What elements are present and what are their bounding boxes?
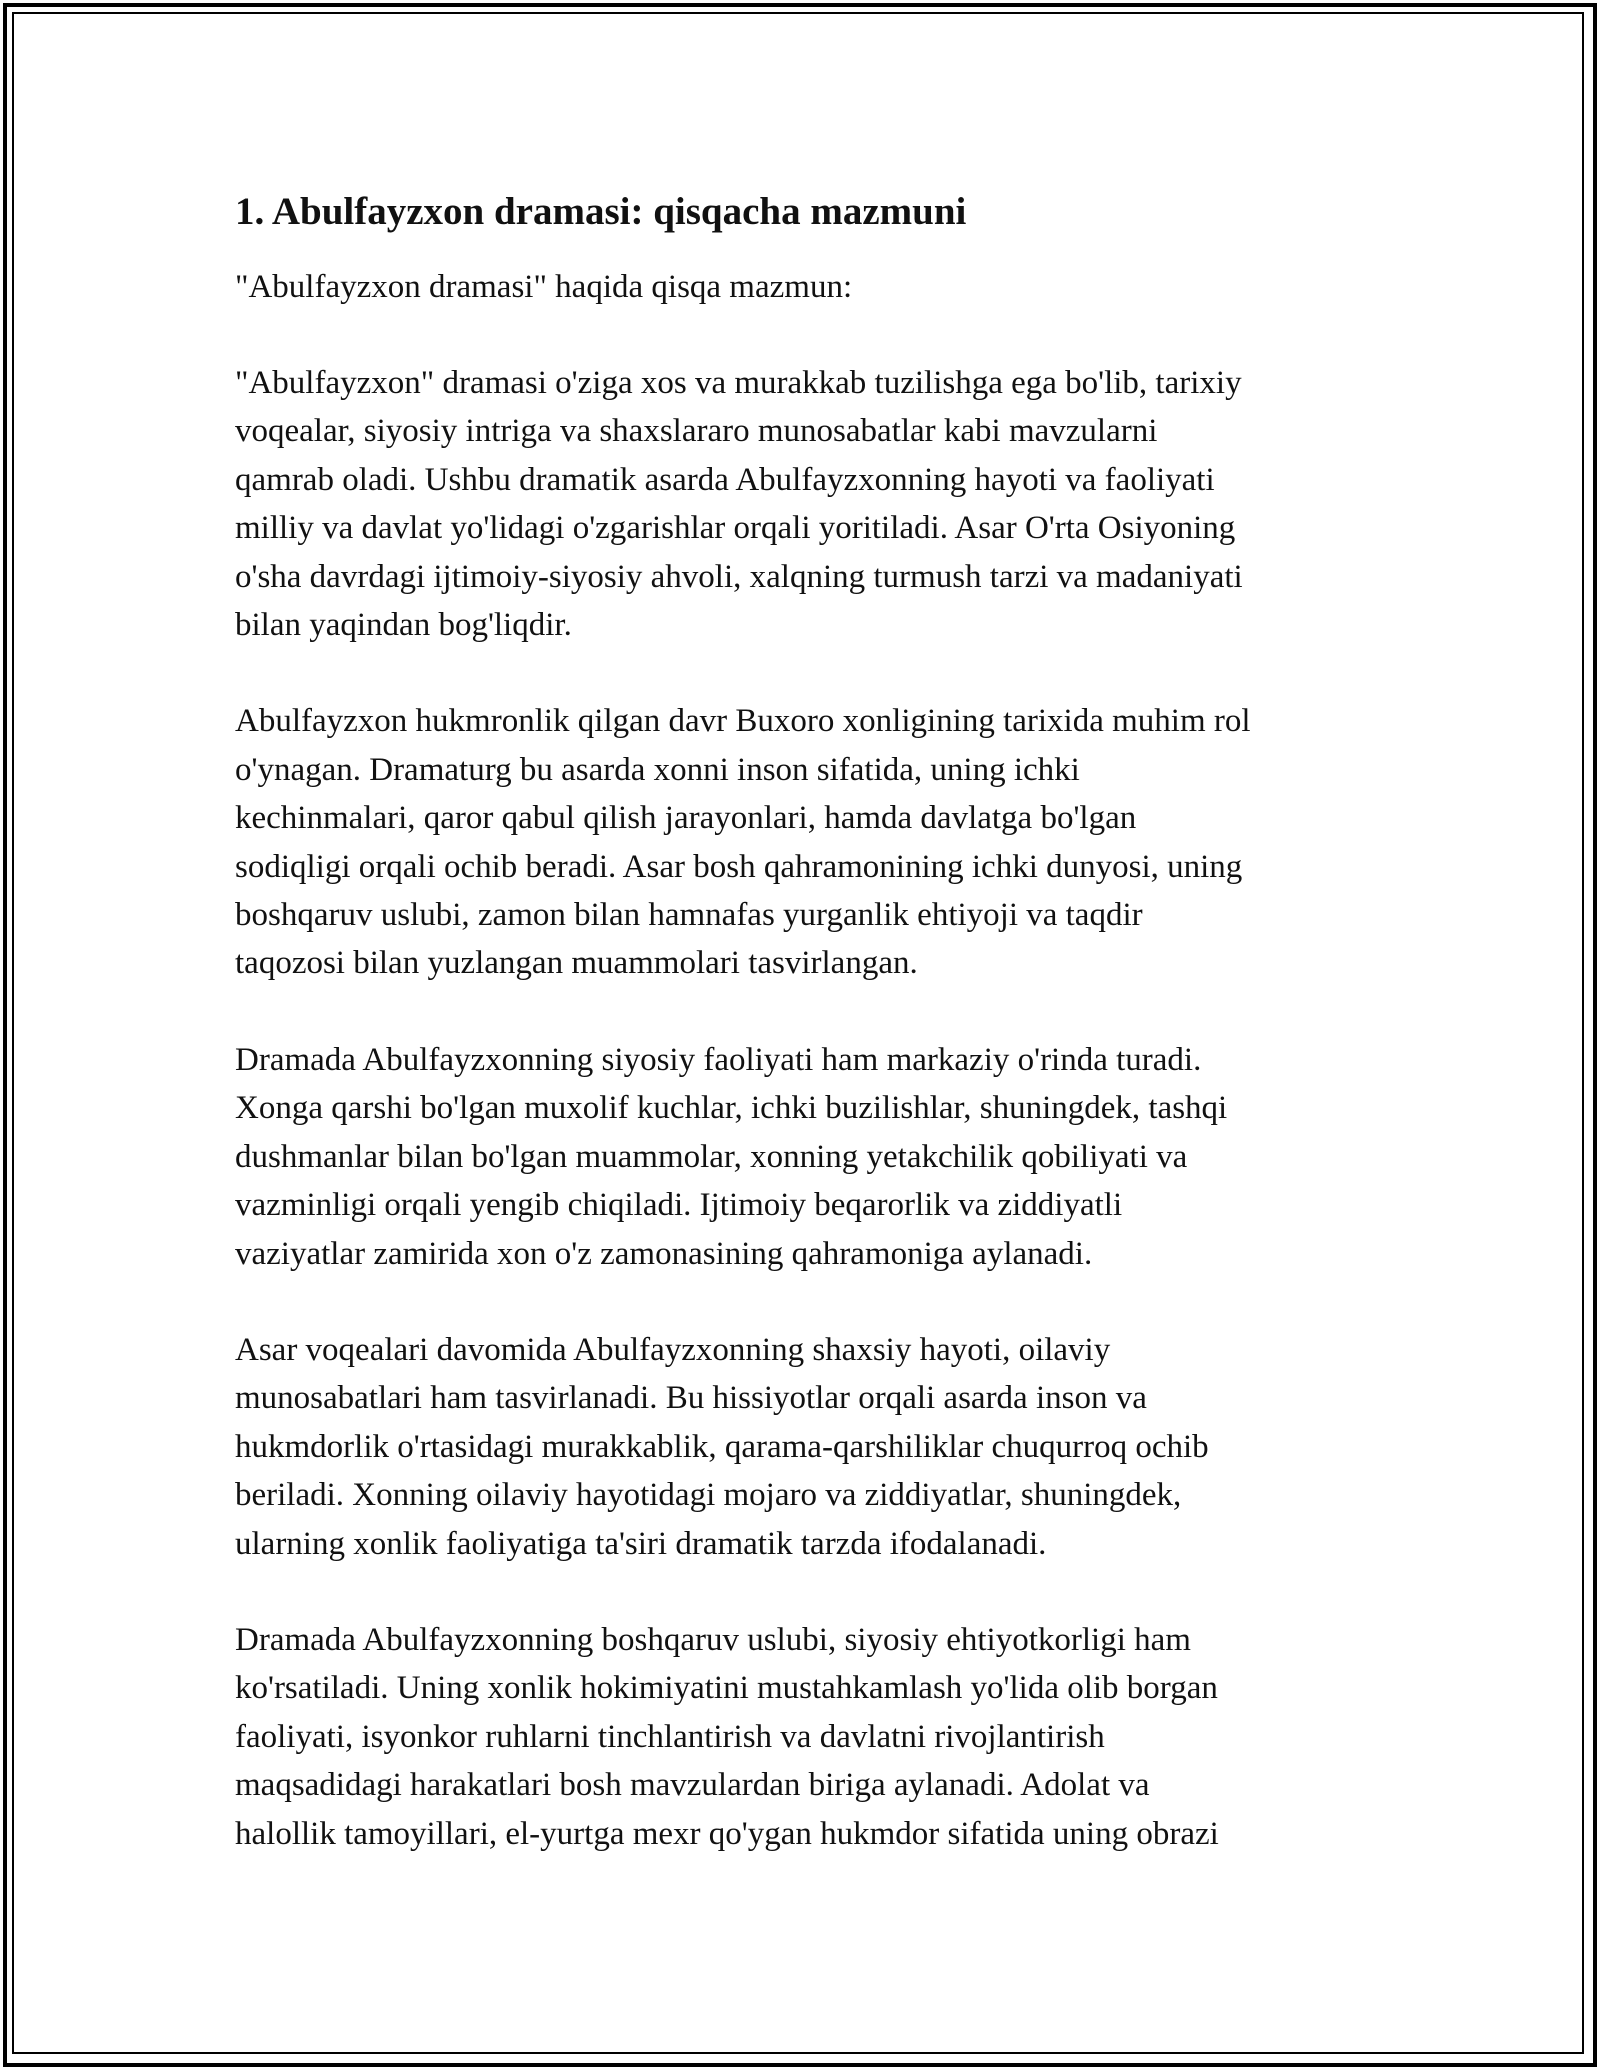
paragraph-line: sodiqligi orqali ochib beradi. Asar bosh qahramonining ichki dunyosi, uning bbox=[235, 848, 1243, 885]
paragraph-line: milliy va davlat yo'lidagi o'zgarishlar orqali yoritiladi. Asar O'rta Osiyoning bbox=[235, 510, 1236, 547]
paragraph-line: Dramada Abulfayzxonning boshqaruv uslubi, siyosiy ehtiyotkorligi ham bbox=[235, 1621, 1191, 1658]
section-heading: 1. Abulfayzxon dramasi: qisqacha mazmuni bbox=[235, 190, 967, 233]
paragraph-line: vaziyatlar zamirida xon o'z zamonasining qahramoniga aylanadi. bbox=[235, 1235, 1093, 1272]
paragraph-line: bilan yaqindan bog'liqdir. bbox=[235, 607, 572, 644]
paragraph-line: Abulfayzxon hukmronlik qilgan davr Buxoro xonligining tarixida muhim rol bbox=[235, 703, 1251, 740]
paragraph-line: Xonga qarshi bo'lgan muxolif kuchlar, ichki buzilishlar, shuningdek, tashqi bbox=[235, 1090, 1228, 1127]
document-body bbox=[235, 186, 1385, 1858]
paragraph-line: beriladi. Xonning oilaviy hayotidagi mojaro va ziddiyatlar, shuningdek, bbox=[235, 1477, 1182, 1514]
paragraph-line: dushmanlar bilan bo'lgan muammolar, xonning yetakchilik qobiliyati va bbox=[235, 1138, 1188, 1175]
paragraph-line: qamrab oladi. Ushbu dramatik asarda Abulfayzxonning hayoti va faoliyati bbox=[235, 461, 1215, 498]
paragraph-line: boshqaruv uslubi, zamon bilan hamnafas yurganlik ehtiyoji va taqdir bbox=[235, 897, 1143, 934]
paragraph-line: taqozosi bilan yuzlangan muammolari tasvirlangan. bbox=[235, 945, 918, 982]
paragraph-line: halollik tamoyillari, el-yurtga mexr qo'ygan hukmdor sifatida uning obrazi bbox=[235, 1815, 1219, 1852]
paragraph-line: munosabatlari ham tasvirlanadi. Bu hissiyotlar orqali asarda inson va bbox=[235, 1380, 1147, 1417]
paragraph-line: faoliyati, isyonkor ruhlarni tinchlantirish va davlatni rivojlantirish bbox=[235, 1718, 1105, 1755]
paragraph-line: "Abulfayzxon" dramasi o'ziga xos va murakkab tuzilishga ega bo'lib, tarixiy bbox=[235, 365, 1242, 401]
paragraph-line: Dramada Abulfayzxonning siyosiy faoliyati ham markaziy o'rinda turadi. bbox=[235, 1041, 1202, 1078]
paragraph-line: ko'rsatiladi. Uning xonlik hokimiyatini mustahkamlash yo'lida olib borgan bbox=[235, 1670, 1218, 1707]
paragraph-line: voqealar, siyosiy intriga va shaxslararo munosabatlar kabi mavzularni bbox=[235, 413, 1158, 450]
paragraph bbox=[235, 1326, 1385, 1568]
paragraph-line: vazminligi orqali yengib chiqiladi. Ijtimoiy beqarorlik va ziddiyatli bbox=[235, 1187, 1123, 1224]
paragraph-line: kechinmalari, qaror qabul qilish jarayonlari, hamda davlatga bo'lgan bbox=[235, 800, 1137, 837]
paragraph bbox=[235, 697, 1385, 987]
paragraph-line: hukmdorlik o'rtasidagi murakkablik, qarama-qarshiliklar chuqurroq ochib bbox=[235, 1428, 1209, 1465]
paragraph-line: o'ynagan. Dramaturg bu asarda xonni inson sifatida, uning ichki bbox=[235, 751, 1080, 788]
paragraph bbox=[235, 359, 1385, 649]
intro-line: "Abulfayzxon dramasi" haqida qisqa mazmun: bbox=[235, 269, 853, 305]
paragraph-line: o'sha davrdagi ijtimoiy-siyosiy ahvoli, xalqning turmush tarzi va madaniyati bbox=[235, 558, 1243, 595]
paragraph-line: Asar voqealari davomida Abulfayzxonning shaxsiy hayoti, oilaviy bbox=[235, 1331, 1111, 1368]
paragraph-line: ularning xonlik faoliyatiga ta'siri dramatik tarzda ifodalanadi. bbox=[235, 1525, 1047, 1562]
paragraph-list bbox=[235, 359, 1385, 1858]
paragraph-line: maqsadidagi harakatlari bosh mavzulardan biriga aylanadi. Adolat va bbox=[235, 1767, 1150, 1804]
paragraph bbox=[235, 1036, 1385, 1278]
paragraph bbox=[235, 1616, 1385, 1858]
